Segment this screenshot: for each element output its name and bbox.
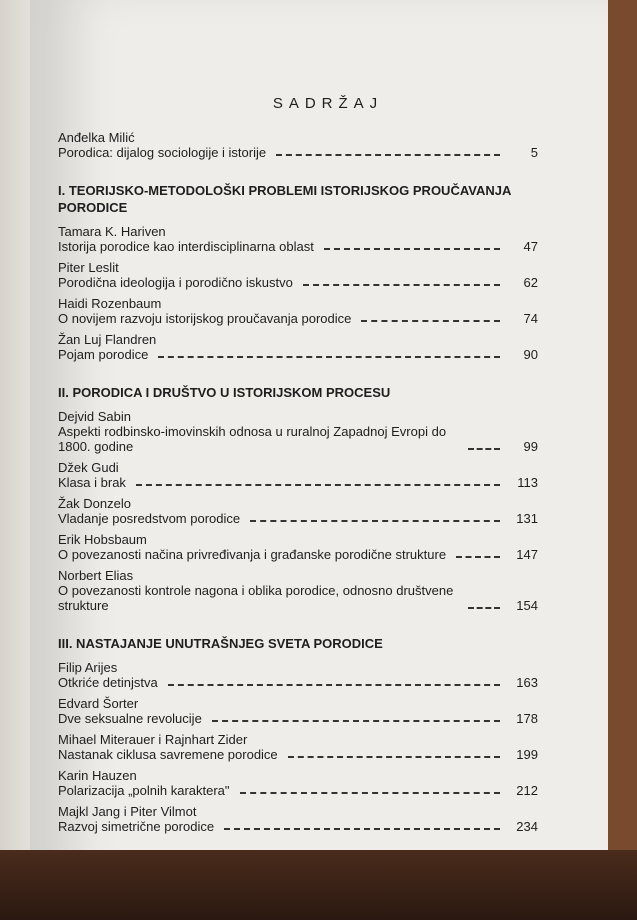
entry-author: Tamara K. Hariven: [58, 224, 166, 239]
toc-entry: [58, 311, 538, 326]
leader-dashes: [240, 792, 500, 794]
leader-dashes: [324, 248, 500, 250]
entry-title: Nastanak ciklusa savremene porodice: [58, 747, 278, 762]
entry-title: O povezanosti kontrole nagona i oblika porodice, odnosno društvene strukture: [58, 583, 454, 613]
toc-entry: [58, 275, 538, 290]
intro-entry: [58, 130, 538, 160]
entry-author: Edvard Šorter: [58, 696, 139, 711]
table-of-contents: [58, 95, 538, 840]
entry-page: 212: [516, 783, 538, 798]
entry-page: 178: [516, 711, 538, 726]
entry-author: Karin Hauzen: [58, 768, 137, 783]
entry-title: Vladanje posredstvom porodice: [58, 511, 241, 526]
entry-author: Žak Donzelo: [58, 496, 131, 511]
entry-page: 154: [516, 598, 538, 613]
entry-author: Žan Luj Flandren: [58, 332, 157, 347]
entry-page: 74: [523, 311, 538, 326]
entry-title: Porodična ideologija i porodično iskustvo: [58, 275, 293, 290]
leader-dashes: [224, 828, 500, 830]
toc-entry: [58, 711, 538, 726]
section-heading: II. PORODICA I DRUŠTVO U ISTORIJSKOM PROCESU: [58, 385, 391, 400]
entry-page: 62: [523, 275, 538, 290]
toc-entry: [58, 783, 538, 798]
leader-dashes: [250, 520, 500, 522]
entry-author: Džek Gudi: [58, 460, 119, 475]
leader-dashes: [456, 556, 500, 558]
entry-page: 199: [516, 747, 538, 762]
entry-title: Pojam porodice: [58, 347, 149, 362]
entry-title: Razvoj simetrične porodice: [58, 819, 215, 834]
toc-entry: [58, 475, 538, 490]
toc-entry: [58, 583, 538, 613]
entry-author: Anđelka Milić: [58, 130, 135, 145]
leader-dashes: [288, 756, 500, 758]
leader-dashes: [212, 720, 500, 722]
entry-page: 47: [523, 239, 538, 254]
entry-page: 147: [516, 547, 538, 562]
entry-page: 99: [523, 439, 538, 454]
leader-dashes: [303, 284, 500, 286]
entry-author: Haidi Rozenbaum: [58, 296, 162, 311]
toc-entry: [58, 547, 538, 562]
entry-title: Dve seksualne revolucije: [58, 711, 202, 726]
entry-author: Dejvid Sabin: [58, 409, 131, 424]
leader-dashes: [158, 356, 500, 358]
section-heading: I. TEORIJSKO-METODOLOŠKI PROBLEMI ISTORIJSKOG PROUČAVANJA PORODICE: [58, 183, 511, 215]
toc-entry: [58, 819, 538, 834]
entry-title: Otkriće detinjstva: [58, 675, 158, 690]
page-title: SADRŽAJ: [272, 95, 384, 112]
toc-entry: [58, 747, 538, 762]
entry-author: Erik Hobsbaum: [58, 532, 147, 547]
entry-title: Istorija porodice kao interdisciplinarna oblast: [58, 239, 314, 254]
entry-page: 234: [516, 819, 538, 834]
toc-entry: [58, 145, 538, 160]
leader-dashes: [468, 448, 500, 450]
entry-author: Norbert Elias: [58, 568, 134, 583]
entry-author: Mihael Miterauer i Rajnhart Zider: [58, 732, 248, 747]
entry-title: Aspekti rodbinsko-imovinskih odnosa u ruralnoj Zapadnoj Evropi do 1800. godine: [58, 424, 447, 454]
entry-page: 163: [516, 675, 538, 690]
entry-author: Majkl Jang i Piter Vilmot: [58, 804, 197, 819]
entry-title: O povezanosti načina privređivanja i građanske porodične strukture: [58, 547, 447, 562]
toc-entry: [58, 424, 538, 454]
leader-dashes: [361, 320, 500, 322]
entry-page: 113: [517, 475, 538, 490]
section-heading: III. NASTAJANJE UNUTRAŠNJEG SVETA PORODICE: [58, 636, 383, 651]
leader-dashes: [468, 607, 500, 609]
leader-dashes: [168, 684, 500, 686]
toc-entry: [58, 511, 538, 526]
entry-page: 5: [530, 145, 538, 160]
toc-entry: [58, 675, 538, 690]
entry-title: Porodica: dijalog sociologije i istorije: [58, 145, 267, 160]
entry-title: Klasa i brak: [58, 475, 126, 490]
toc-entry: [58, 347, 538, 362]
leader-dashes: [136, 484, 500, 486]
entry-page: 90: [523, 347, 538, 362]
entry-author: Piter Leslit: [58, 260, 119, 275]
entry-title: Polarizacija „polnih karaktera": [58, 783, 230, 798]
entry-title: O novijem razvoju istorijskog proučavanja porodice: [58, 311, 352, 326]
leader-dashes: [276, 154, 500, 156]
entry-author: Filip Arijes: [58, 660, 118, 675]
table-surface-bottom: [0, 850, 637, 920]
entry-page: 131: [516, 511, 538, 526]
toc-entry: [58, 239, 538, 254]
